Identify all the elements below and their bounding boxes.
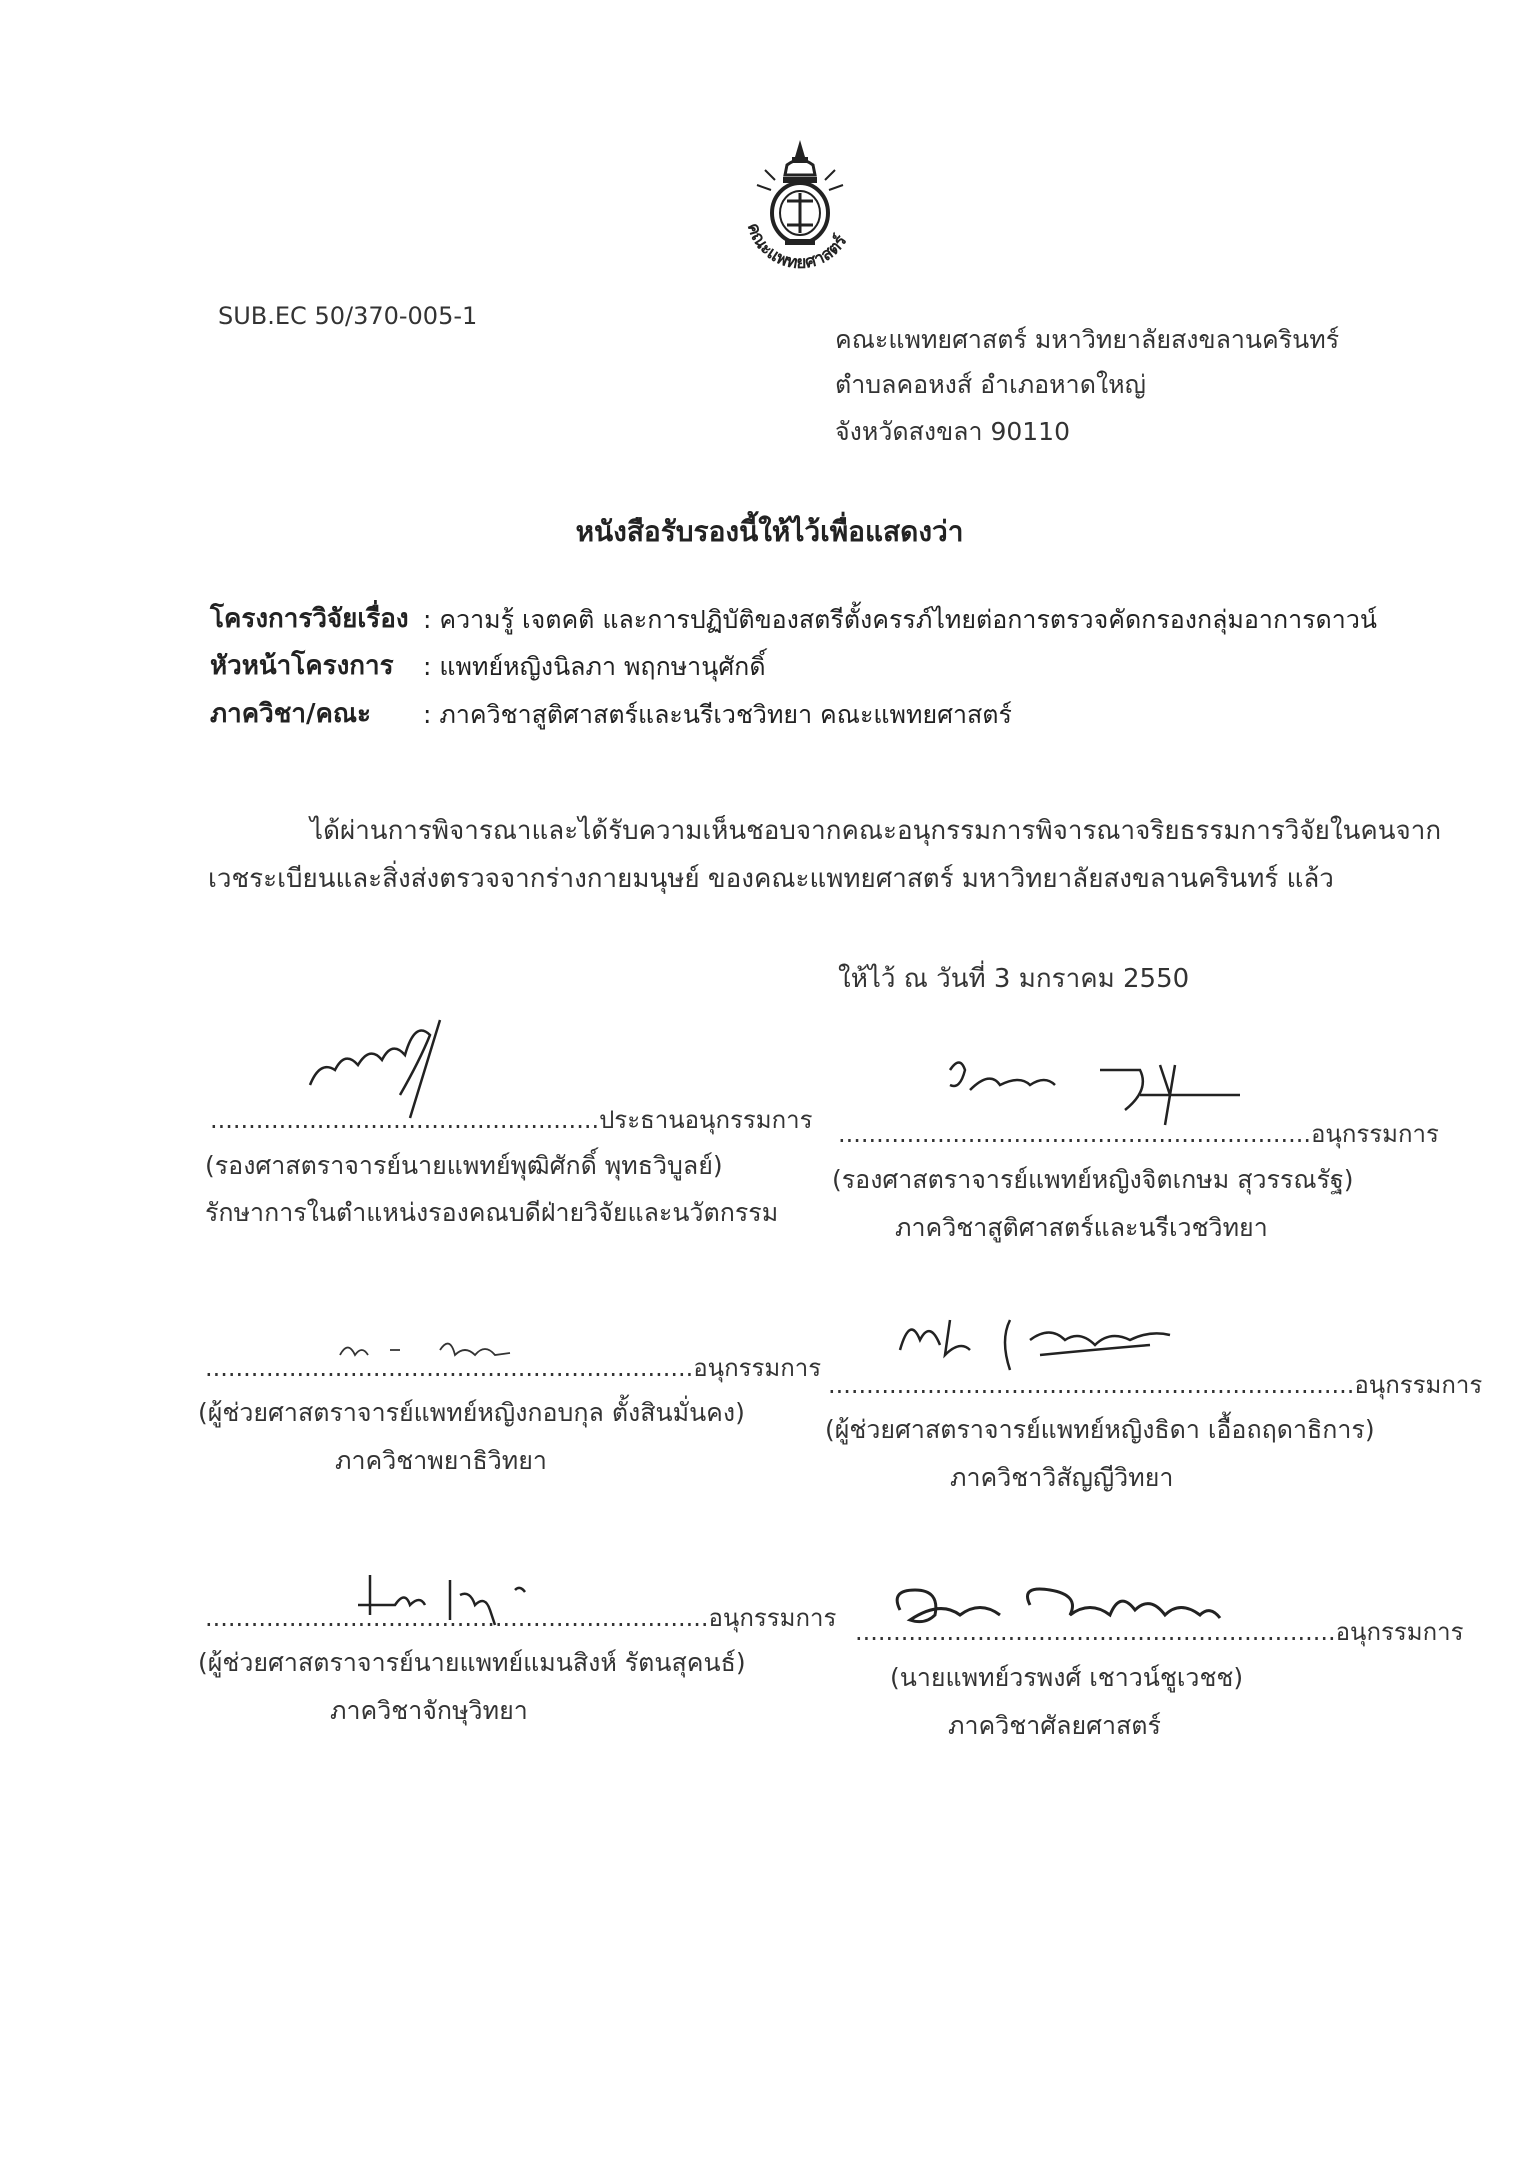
signature-line-chair: ...................................................ประธานอนุกรรมการ bbox=[210, 1106, 813, 1134]
signatory-name-6: (นายแพทย์วรพงศ์ เชาวน์ชูเวชช) bbox=[890, 1663, 1244, 1692]
signatory-name-1: (รองศาสตราจารย์นายแพทย์พุฒิศักดิ์ พุทธวิบูลย์) bbox=[205, 1151, 723, 1180]
signature-line-member-2: ................................................................อนุกรรมการ bbox=[205, 1354, 822, 1382]
project-label: โครงการวิจัยเรื่อง bbox=[210, 604, 409, 634]
signature-line-member-5: ...............................................................อนุกรรมการ bbox=[855, 1618, 1464, 1646]
signatory-role-3: ภาควิชาพยาธิวิทยา bbox=[335, 1446, 547, 1475]
address-line-1: คณะแพทยศาสตร์ มหาวิทยาลัยสงขลานครินทร์ bbox=[835, 325, 1340, 354]
signatory-role-1: รักษาการในตำแหน่งรองคณบดีฝ่ายวิจัยและนวัตกรรม bbox=[205, 1198, 779, 1227]
body-line-1: ได้ผ่านการพิจารณาและได้รับความเห็นชอบจากคณะอนุกรรมการพิจารณาจริยธรรมการวิจัยในคนจาก bbox=[310, 816, 1442, 846]
signatory-name-5: (ผู้ช่วยศาสตราจารย์นายแพทย์แมนสิงห์ รัตนสุคนธ์) bbox=[198, 1648, 746, 1677]
signature-line-member-1: ..............................................................อนุกรรมการ bbox=[838, 1120, 1439, 1148]
body-line-2: เวชระเบียนและสิ่งส่งตรวจจากร่างกายมนุษย์ ของคณะแพทยศาสตร์ มหาวิทยาลัยสงขลานครินทร์ แล้ว bbox=[208, 864, 1334, 894]
signatory-name-4: (ผู้ช่วยศาสตราจารย์แพทย์หญิงธิดา เอื้อถฤดาธิการ) bbox=[825, 1415, 1375, 1444]
project-value: : ความรู้ เจตคติ และการปฏิบัติของสตรีตั้งครรภ์ไทยต่อการตรวจคัดกรองกลุ่มอาการดาวน์ bbox=[423, 605, 1377, 634]
department-label: ภาควิชา/คณะ bbox=[210, 699, 371, 729]
faculty-seal-icon bbox=[725, 135, 875, 285]
signatory-role-6: ภาควิชาศัลยศาสตร์ bbox=[948, 1711, 1161, 1740]
signatory-role-4: ภาควิชาวิสัญญีวิทยา bbox=[950, 1463, 1174, 1492]
head-label: หัวหน้าโครงการ bbox=[210, 651, 394, 681]
signature-line-member-4: ..................................................................อนุกรรมการ bbox=[205, 1604, 837, 1632]
signatory-name-2: (รองศาสตราจารย์แพทย์หญิงจิตเกษม สุวรรณรัฐ) bbox=[832, 1165, 1354, 1194]
faculty-seal bbox=[725, 135, 875, 285]
reference-number: SUB.EC 50/370-005-1 bbox=[218, 302, 478, 330]
svg-text:คณะแพทยศาสตร์: คณะแพทยศาสตร์ bbox=[742, 220, 852, 274]
date-line: ให้ไว้ ณ วันที่ 3 มกราคม 2550 bbox=[838, 964, 1190, 994]
signatory-role-5: ภาควิชาจักษุวิทยา bbox=[330, 1696, 528, 1725]
signature-line-member-3: .....................................................................อนุกรรมการ bbox=[828, 1371, 1483, 1399]
signatory-name-3: (ผู้ช่วยศาสตราจารย์แพทย์หญิงกอบกุล ตั้งสินมั่นคง) bbox=[198, 1398, 745, 1427]
address-line-3: จังหวัดสงขลา 90110 bbox=[835, 417, 1070, 446]
signatory-role-2: ภาควิชาสูติศาสตร์และนรีเวชวิทยา bbox=[895, 1213, 1268, 1242]
head-value: : แพทย์หญิงนิลภา พฤกษานุศักดิ์ bbox=[423, 652, 766, 681]
certificate-title: หนังสือรับรองนี้ให้ไว้เพื่อแสดงว่า bbox=[575, 515, 964, 548]
department-value: : ภาควิชาสูติศาสตร์และนรีเวชวิทยา คณะแพทยศาสตร์ bbox=[423, 700, 1012, 729]
address-line-2: ตำบลคอหงส์ อำเภอหาดใหญ่ bbox=[835, 370, 1146, 399]
